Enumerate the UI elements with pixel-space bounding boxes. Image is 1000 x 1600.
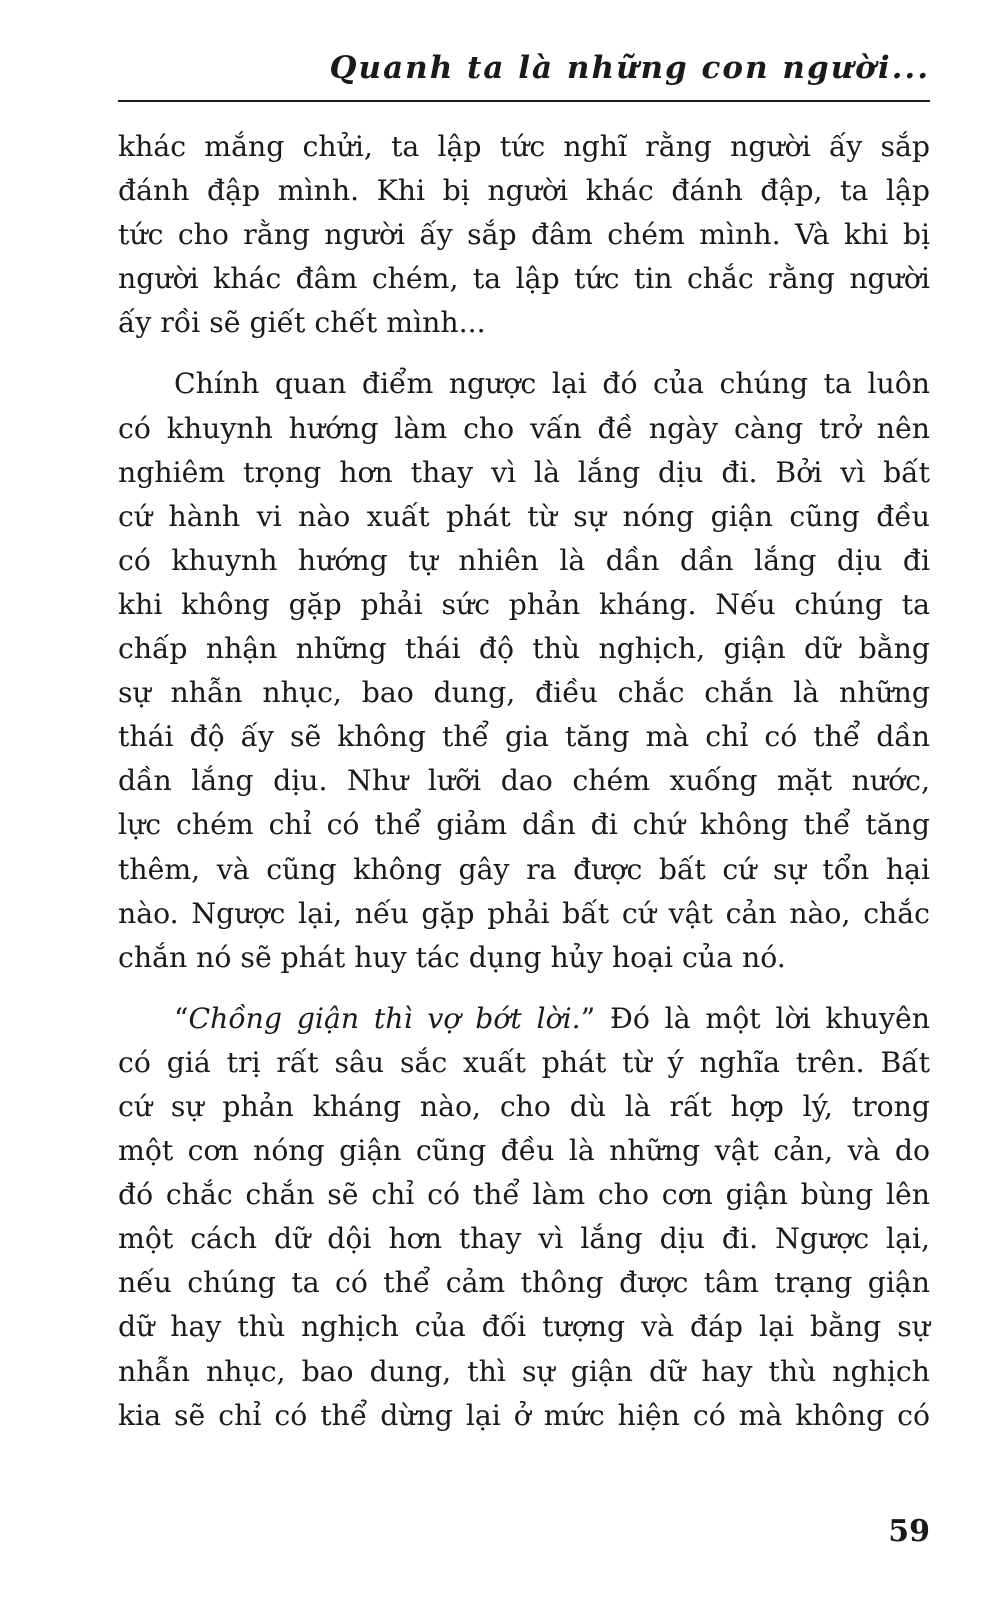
text-line-first xyxy=(118,997,930,1041)
text-line: lực chém chỉ có thể giảm dần đi chứ không thể tăng xyxy=(118,808,930,842)
text-line: có khuynh hướng tự nhiên là dần dần lắng dịu đi xyxy=(118,543,930,577)
text-line: một cơn nóng giận cũng đều là những vật cản, và do xyxy=(118,1134,930,1168)
open-quote: “ xyxy=(174,1001,189,1035)
text-line: sự nhẫn nhục, bao dung, điều chắc chắn là những xyxy=(118,676,930,710)
text-line: thái độ ấy sẽ không thể gia tăng mà chỉ có thể dần xyxy=(118,720,930,754)
text-line: dữ hay thù nghịch của đối tượng và đáp lại bằng sự xyxy=(118,1310,930,1344)
text-line: chấp nhận những thái độ thù nghịch, giận dữ bằng xyxy=(118,632,930,666)
text-line: ấy rồi sẽ giết chết mình... xyxy=(118,306,486,340)
text-line: Chính quan điểm ngược lại đó của chúng ta luôn xyxy=(174,367,930,401)
paragraph-2 xyxy=(118,362,930,979)
text-line: có giá trị rất sâu sắc xuất phát từ ý nghĩa trên. Bất xyxy=(118,1045,930,1079)
text-line-rest: Đó là một lời khuyên xyxy=(595,1001,930,1035)
paragraph-3 xyxy=(118,997,930,1438)
text-line: nghiêm trọng hơn thay vì là lắng dịu đi. Bởi vì bất xyxy=(118,455,930,489)
text-line: dần lắng dịu. Như lưỡi dao chém xuống mặt nước, xyxy=(118,764,930,798)
text-line: đánh đập mình. Khi bị người khác đánh đập, ta lập xyxy=(118,174,930,208)
header-rule xyxy=(118,100,930,102)
text-line: một cách dữ dội hơn thay vì lắng dịu đi. Ngược lại, xyxy=(118,1222,930,1256)
text-line: nếu chúng ta có thể cảm thông được tâm trạng giận xyxy=(118,1266,930,1300)
running-header: Quanh ta là những con người... xyxy=(329,50,930,86)
paragraph-gap xyxy=(118,345,930,362)
paragraph-gap xyxy=(118,980,930,997)
text-line: khác mắng chửi, ta lập tức nghĩ rằng người ấy sắp xyxy=(118,130,930,163)
text-line: kia sẽ chỉ có thể dừng lại ở mức hiện có mà không có xyxy=(118,1398,930,1432)
text-line: thêm, và cũng không gây ra được bất cứ sự tổn hại xyxy=(118,852,930,886)
page-number: 59 xyxy=(888,1514,930,1549)
text-line: có khuynh hướng làm cho vấn đề ngày càng trở nên xyxy=(118,411,930,445)
text-line: tức cho rằng người ấy sắp đâm chém mình. Và khi bị xyxy=(118,218,930,252)
text-line: nào. Ngược lại, nếu gặp phải bất cứ vật cản nào, chắc xyxy=(118,896,930,930)
text-line: cứ sự phản kháng nào, cho dù là rất hợp lý, trong xyxy=(118,1089,930,1123)
text-line: đó chắc chắn sẽ chỉ có thể làm cho cơn giận bùng lên xyxy=(118,1178,930,1212)
text-line: chắn nó sẽ phát huy tác dụng hủy hoại của nó. xyxy=(118,940,786,974)
text-line: nhẫn nhục, bao dung, thì sự giận dữ hay thù nghịch xyxy=(118,1354,930,1388)
body-text xyxy=(118,125,930,1438)
quoted-proverb: Chồng giận thì vợ bớt lời. xyxy=(188,1001,581,1035)
text-line: người khác đâm chém, ta lập tức tin chắc rằng người xyxy=(118,262,930,296)
close-quote: ” xyxy=(580,1001,596,1035)
paragraph-1 xyxy=(118,125,930,345)
text-line: khi không gặp phải sức phản kháng. Nếu chúng ta xyxy=(118,587,930,621)
text-line: cứ hành vi nào xuất phát từ sự nóng giận cũng đều xyxy=(118,499,930,533)
